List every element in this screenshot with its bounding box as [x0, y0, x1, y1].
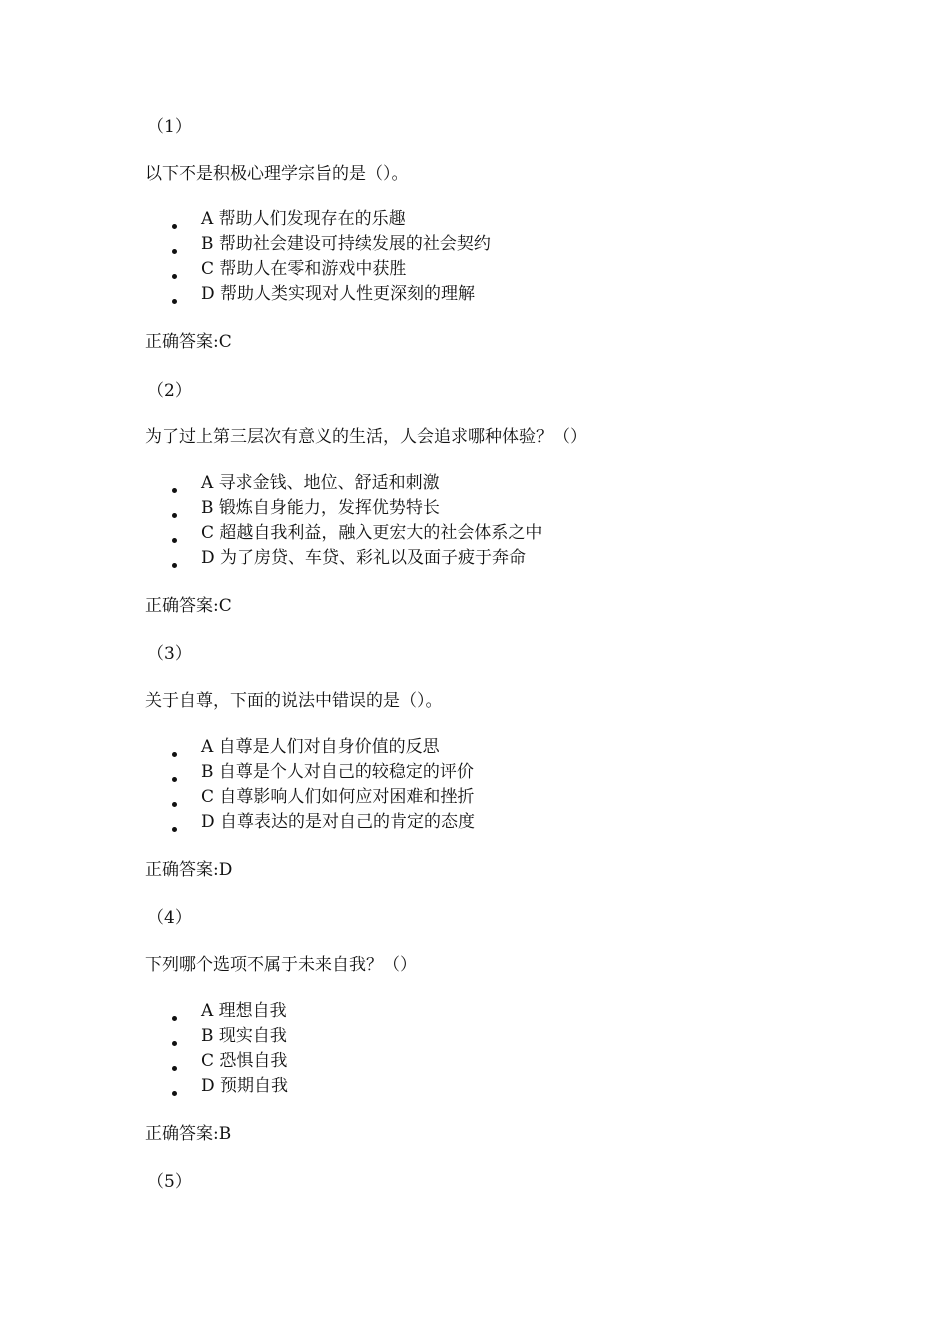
correct-answer: 正确答案:C: [145, 332, 232, 352]
bullet-icon: [172, 224, 177, 229]
option-d: D 帮助人类实现对人性更深刻的理解: [201, 284, 476, 304]
option-c: C 超越自我利益，融入更宏大的社会体系之中: [201, 523, 543, 543]
bullet-icon: [172, 249, 177, 254]
option-b: B 现实自我: [201, 1026, 287, 1046]
bullet-icon: [172, 1091, 177, 1096]
bullet-icon: [172, 1016, 177, 1021]
question-number: （1）: [147, 117, 192, 137]
option-c: C 恐惧自我: [201, 1051, 288, 1071]
question-number: （3）: [147, 644, 192, 664]
option-c: C 帮助人在零和游戏中获胜: [201, 259, 407, 279]
option-c: C 自尊影响人们如何应对困难和挫折: [201, 787, 475, 807]
question-stem: 为了过上第三层次有意义的生活，人会追求哪种体验？（）: [145, 427, 587, 447]
bullet-icon: [172, 488, 177, 493]
option-a: A 自尊是人们对自身价值的反思: [201, 737, 440, 757]
option-d: D 为了房贷、车贷、彩礼以及面子疲于奔命: [201, 548, 527, 568]
option-b: B 自尊是个人对自己的较稳定的评价: [201, 762, 474, 782]
bullet-icon: [172, 299, 177, 304]
question-stem: 关于自尊，下面的说法中错误的是（）。: [145, 691, 443, 711]
correct-answer: 正确答案:D: [145, 860, 233, 880]
correct-answer: 正确答案:B: [145, 1124, 232, 1144]
bullet-icon: [172, 802, 177, 807]
bullet-icon: [172, 752, 177, 757]
option-d: D 自尊表达的是对自己的肯定的态度: [201, 812, 476, 832]
question-number: （2）: [147, 381, 192, 401]
option-a: A 帮助人们发现存在的乐趣: [201, 209, 406, 229]
option-a: A 理想自我: [201, 1001, 287, 1021]
bullet-icon: [172, 827, 177, 832]
question-stem: 下列哪个选项不属于未来自我？（）: [145, 955, 417, 975]
question-number: （5）: [147, 1172, 192, 1192]
question-number: （4）: [147, 908, 192, 928]
bullet-icon: [172, 563, 177, 568]
option-b: B 帮助社会建设可持续发展的社会契约: [201, 234, 491, 254]
option-a: A 寻求金钱、地位、舒适和刺激: [201, 473, 440, 493]
option-b: B 锻炼自身能力，发挥优势特长: [201, 498, 440, 518]
bullet-icon: [172, 274, 177, 279]
correct-answer: 正确答案:C: [145, 596, 232, 616]
question-stem: 以下不是积极心理学宗旨的是（）。: [145, 164, 409, 184]
bullet-icon: [172, 777, 177, 782]
bullet-icon: [172, 1041, 177, 1046]
bullet-icon: [172, 513, 177, 518]
option-d: D 预期自我: [201, 1076, 289, 1096]
bullet-icon: [172, 1066, 177, 1071]
bullet-icon: [172, 538, 177, 543]
